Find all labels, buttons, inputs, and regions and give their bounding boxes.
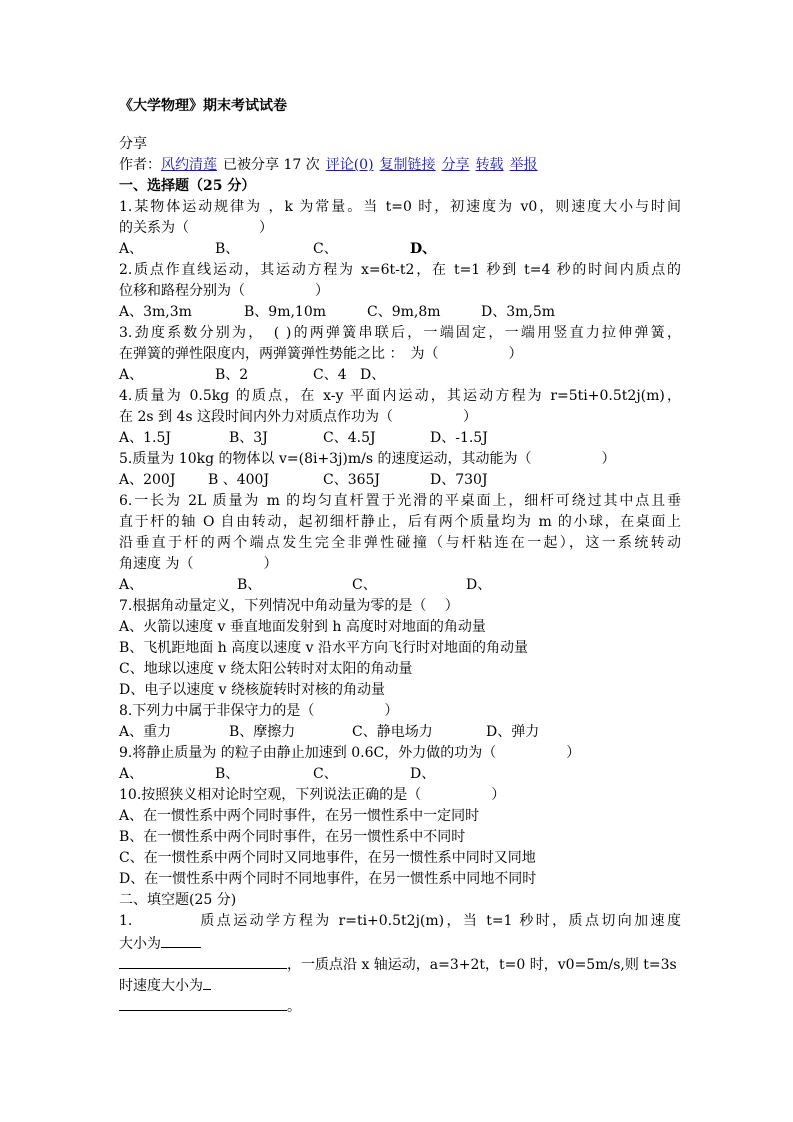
- text-line: A、火箭以速度 v 垂直地面发射到 h 高度时对地面的角动量: [119, 619, 486, 635]
- option-c: C、4.5J: [323, 430, 376, 446]
- blank-suffix: 。: [287, 999, 301, 1015]
- option-c: C、: [352, 577, 377, 593]
- options-row: [119, 764, 681, 785]
- text-line: 5.质量为 10kg 的物体以 v=(8i+3j)m/s 的速度运动，其动能为（ ）: [119, 451, 616, 467]
- option-d: D、: [466, 577, 492, 593]
- text-line: 沿垂直于杆的两个端点发生完全非弹性碰撞（与杆粘连在一起），这一系统转动: [119, 535, 681, 551]
- blank-prefix: 时速度大小为: [119, 978, 203, 994]
- blank-prefix: 大小为: [119, 936, 161, 952]
- option-d: D、: [410, 241, 437, 257]
- option-a: A、: [119, 367, 144, 383]
- text-line: 3.劲度系数分别为， ( )的两弹簧串联后，一端固定，一端用竖直力拉伸弹簧，: [119, 325, 681, 341]
- text-line: 7.根据角动量定义，下列情况中角动量为零的是（ ）: [119, 598, 459, 614]
- text-line: 10.按照狭义相对论时空观，下列说法正确的是（ ）: [119, 787, 506, 803]
- text-line: 在弹簧的弹性限度内，两弹簧弹性势能之比 ： 为（ ）: [119, 346, 523, 362]
- text-line: 一、选择题（25 分）: [119, 178, 256, 194]
- options-row: [119, 575, 681, 596]
- option-c: C、9m,8m: [367, 304, 441, 320]
- text-line: 的关系为（ ）: [119, 220, 273, 236]
- text-line: 6.一长为 2L 质量为 m 的均匀直杆置于光滑的平桌面上，细杆可绕过其中点且垂: [119, 493, 681, 509]
- option-c: C、: [313, 241, 338, 257]
- fill-blank-line: [119, 974, 681, 995]
- answer-blank[interactable]: [119, 953, 287, 969]
- fill-blank-line: [119, 995, 681, 1016]
- text-line: 二、填空题(25 分): [119, 892, 237, 908]
- options-row: [119, 239, 681, 260]
- option-b: B 、400J: [208, 472, 270, 488]
- answer-blank[interactable]: [161, 932, 201, 948]
- option-a: A、1.5J: [119, 430, 171, 446]
- option-b: B、2: [215, 367, 249, 383]
- option-d: D、730J: [430, 472, 488, 488]
- text-line: B、飞机距地面 h 高度以速度 v 沿水平方向飞行时对地面的角动量: [119, 640, 529, 656]
- share-link[interactable]: 分享: [441, 157, 470, 173]
- text-line: C、地球以速度 v 绕太阳公转时对太阳的角动量: [119, 661, 413, 677]
- fill-blank-line: [119, 953, 681, 974]
- option-b: B、: [215, 241, 240, 257]
- text-line: D、在一惯性系中两个同时不同地事件，在另一惯性系中同地不同时: [119, 871, 537, 887]
- text-line: D、电子以速度 v 绕核旋转时对核的角动量: [119, 682, 386, 698]
- author-bar: [119, 155, 681, 176]
- text-line: 角速度 为（ ）: [119, 556, 278, 572]
- share-count: 已被分享 17 次: [223, 157, 320, 173]
- comment-link[interactable]: 评论(0): [325, 157, 374, 173]
- option-a: A、200J: [119, 472, 176, 488]
- text-line: 2.质点作直线运动，其运动方程为 x=6t-t2，在 t=1 秒到 t=4 秒的时间内质点的: [119, 262, 681, 278]
- option-a: A、重力: [119, 724, 172, 740]
- option-c: C、静电场力: [352, 724, 433, 740]
- text-line: 在 2s 到 4s 这段时间内外力对质点作功为（ ）: [119, 409, 477, 425]
- blank-suffix: ，一质点沿 x 轴运动，a=3+2t，t=0 时，v0=5m/s,则 t=3s: [287, 957, 677, 973]
- text-line: 1. 质点运动学方程为 r=ti+0.5t2j(m)，当 t=1 秒时，质点切向加速度: [119, 913, 681, 929]
- text-line: 8.下列力中属于非保守力的是（ ）: [119, 703, 399, 719]
- option-c: C、365J: [323, 472, 381, 488]
- text-line: 位移和路程分别为（ ）: [119, 283, 329, 299]
- answer-blank[interactable]: [119, 995, 287, 1011]
- page-title: 《大学物理》期末考试试卷: [119, 98, 287, 114]
- text-line: 直于杆的轴 O 自由转动，起初细杆静止，后有两个质量均为 m 的小球，在桌面上: [119, 514, 681, 530]
- options-row: [119, 722, 681, 743]
- option-b: B、摩擦力: [229, 724, 296, 740]
- option-b: B、: [237, 577, 262, 593]
- text-line: 4.质量为 0.5kg 的质点，在 x-y 平面内运动，其运动方程为 r=5ti+0.5t2j(m)，: [119, 388, 681, 404]
- options-row: [119, 302, 681, 323]
- option-a: A、: [119, 241, 144, 257]
- option-a: A、3m,3m: [119, 304, 192, 320]
- report-link[interactable]: 举报: [509, 157, 538, 173]
- text-line: 9.将静止质量为 的粒子由静止加速到 0.6C，外力做的功为（ ）: [119, 745, 581, 761]
- text-line: A、在一惯性系中两个同时事件，在另一惯性系中一定同时: [119, 808, 480, 824]
- options-row: [119, 365, 681, 386]
- option-b: B、3J: [229, 430, 268, 446]
- option-d: D、-1.5J: [430, 430, 488, 446]
- option-d: D、3m,5m: [481, 304, 556, 320]
- text-line: 1.某物体运动规律为 ，k 为常量。当 t=0 时，初速度为 v0，则速度大小与时间: [119, 199, 681, 215]
- option-a: A、: [119, 577, 144, 593]
- share-label: 分享: [119, 136, 147, 152]
- author-prefix: 作者：: [119, 157, 161, 173]
- option-a: A、: [119, 766, 144, 782]
- options-row: [119, 428, 681, 449]
- option-c: C、: [313, 766, 338, 782]
- text-line: B、在一惯性系中两个同时事件，在另一惯性系中不同时: [119, 829, 466, 845]
- option-c: C、4: [313, 367, 347, 383]
- option-d: D、: [360, 367, 386, 383]
- options-row: [119, 470, 681, 491]
- option-d: D、弹力: [486, 724, 540, 740]
- option-d: D、: [410, 766, 436, 782]
- option-b: B、: [215, 766, 240, 782]
- text-line: C、在一惯性系中两个同时又同地事件，在另一惯性系中同时又同地: [119, 850, 536, 866]
- answer-blank[interactable]: [203, 974, 211, 990]
- author-link[interactable]: 风约清莲: [161, 157, 217, 173]
- document: [119, 96, 681, 1016]
- copy-link[interactable]: 复制链接: [379, 157, 436, 173]
- option-b: B、9m,10m: [244, 304, 327, 320]
- exam-content: [119, 176, 681, 1016]
- repost-link[interactable]: 转载: [475, 157, 504, 173]
- fill-blank-line: [119, 932, 681, 953]
